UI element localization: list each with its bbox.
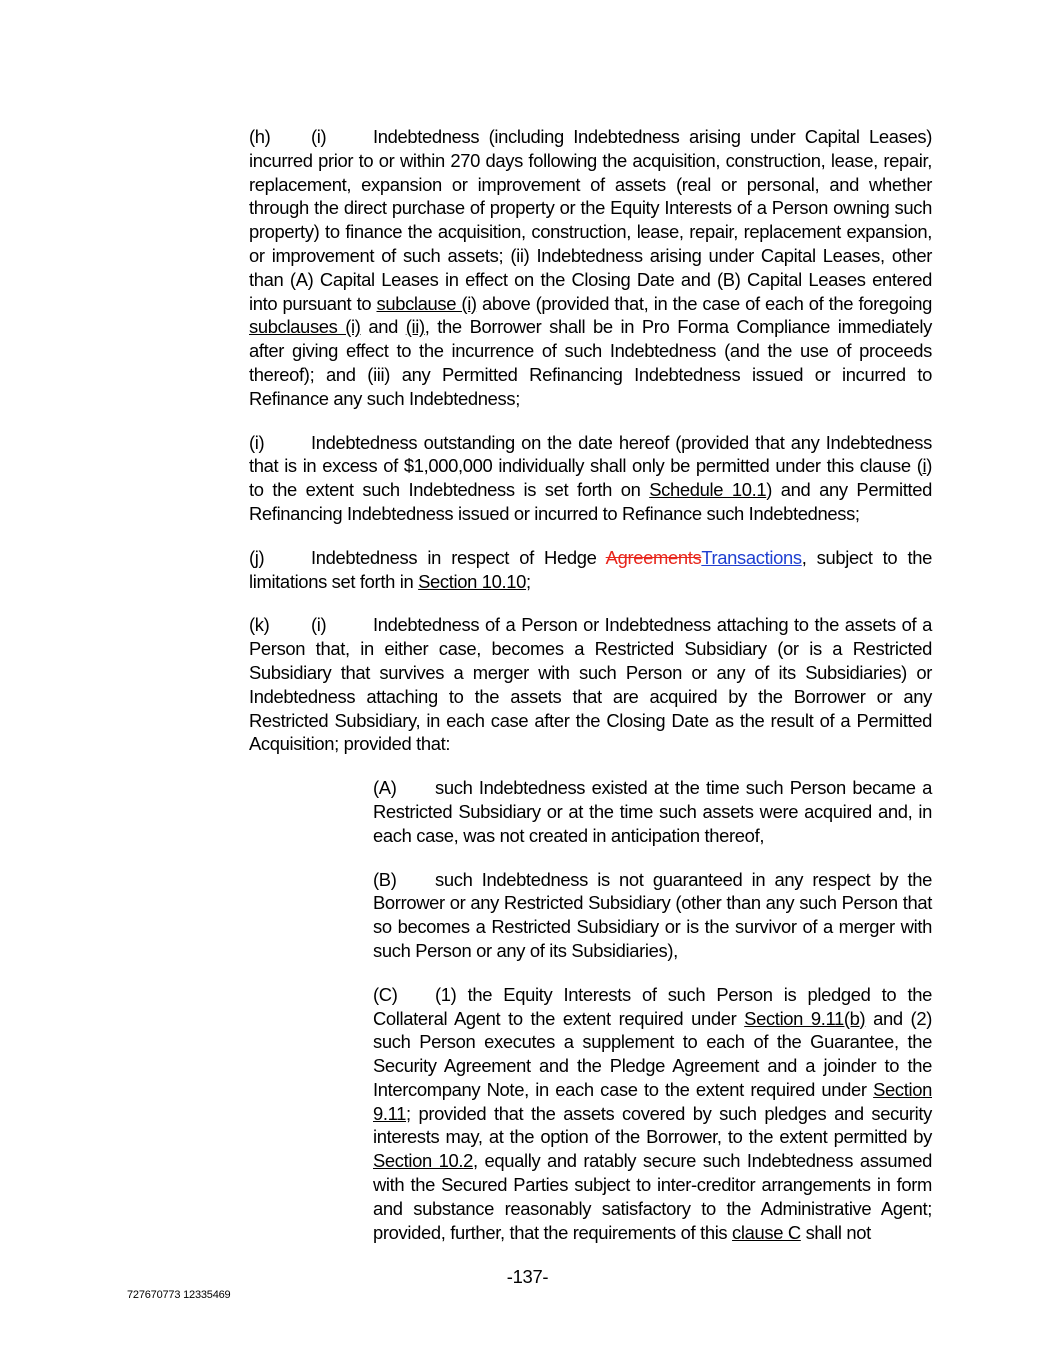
paragraph-A — [187, 776, 932, 847]
paragraph-h — [187, 125, 932, 411]
cross-reference-link[interactable]: Schedule 10.1 — [649, 479, 767, 501]
paragraph-C-text-3: ; provided that the assets covered by such pledges and security interests may, at the option of the Borrower, to the extent permitted by — [373, 1102, 932, 1148]
clause-label-h: (h) — [249, 126, 271, 147]
paragraph-i-text-3: ) and any Permitted Refinancing Indebtedness issued or incurred to Refinance such Indebtedness; — [249, 479, 932, 524]
cross-reference-link[interactable]: clause C — [732, 1221, 801, 1243]
paragraph-h-text-2: above (provided that, in the case of each of the foregoing — [476, 292, 932, 314]
paragraph-C-text-5: shall not — [800, 1221, 871, 1243]
paragraph-j — [187, 546, 932, 594]
paragraph-B — [187, 868, 932, 963]
paragraph-k-text: Indebtedness of a Person or Indebtedness attaching to the assets of a Person that, in either case, becomes a Restricted Subsidiary (or is a Restricted Subsidiary that survives a merger with such Person or any of its Subsidiaries) or Indebtedness attaching to the assets that are acquired by the Borrower or any Restricted Subsidiary, in each case after the Closing Date as the result of a Permitted Acquisition; provided that: — [249, 614, 932, 755]
paragraph-A-text: such Indebtedness existed at the time such Person became a Restricted Subsidiary or at the time such assets were acquired and, in each case, was not created in anticipation thereof, — [373, 777, 932, 846]
cross-reference-link[interactable]: i — [922, 455, 927, 477]
paragraph-j-text-3: ; — [526, 570, 531, 592]
cross-reference-link[interactable]: Section 9.11(b) — [744, 1007, 866, 1029]
paragraph-h-text-3: and — [360, 316, 406, 338]
paragraph-C-text-1: (1) the Equity Interests of such Person is pledged to the Collateral Agent to the extent required under — [373, 983, 932, 1029]
document-id: 727670773 12335469 — [127, 1289, 231, 1301]
document-body — [187, 125, 932, 1264]
paragraph-i-text-2: ) to the extent such Indebtedness is set forth on — [249, 455, 932, 501]
subclause-label-k-i: (i) — [311, 614, 327, 636]
cross-reference-link[interactable]: Section 10.2 — [373, 1150, 474, 1172]
cross-reference-link[interactable]: (ii) — [405, 316, 425, 338]
paragraph-j-text-1: Indebtedness in respect of Hedge — [311, 546, 606, 568]
clause-label-A: (A) — [373, 777, 397, 799]
paragraph-B-text: such Indebtedness is not guaranteed in any respect by the Borrower or any Restricted Subsidiary (other than any such Person that so becomes a Restricted Subsidiary or is the survivor of a merger with such Person or any of its Subsidiaries), — [373, 868, 932, 961]
paragraph-C — [187, 983, 932, 1245]
paragraph-h-text-4: , the Borrower shall be in Pro Forma Compliance immediately after giving effect to the incurrence of such Indebtedness (and the use of proceeds thereof); and (iii) any Permitted Refinancing Indebtedness issued or incurred to Refinance any such Indebtedness; — [249, 316, 932, 409]
inserted-text-redline[interactable]: Transactions — [701, 546, 802, 568]
cross-reference-link[interactable]: subclause (i) — [376, 292, 477, 314]
cross-reference-link[interactable]: Section 9.11 — [373, 1078, 932, 1124]
cross-reference-link[interactable]: Section 10.10 — [418, 570, 527, 592]
paragraph-h-text-1: Indebtedness (including Indebtedness arising under Capital Leases) incurred prior to or within 270 days following the acquisition, construction, lease, repair, replacement, expansion or improvement of assets (real or personal, and whether through the direct purchase of property or the Equity Interests of a Person owning such property) to finance the acquisition, construction, lease, repair, replacement expansion, or improvement of such assets; (ii) Indebtedness arising under Capital Leases, other than (A) Capital Leases in effect on the Closing Date and (B) Capital Leases entered into pursuant to — [249, 126, 932, 314]
subclause-label-h-i: (i) — [311, 126, 327, 147]
paragraph-C-text-2: and (2) such Person executes a supplement to each of the Guarantee, the Security Agreement and the Pledge Agreement and a joinder to the Intercompany Note, in each case to the extent required under — [373, 1007, 932, 1100]
paragraph-i — [187, 431, 932, 526]
clause-label-C: (C) — [373, 983, 398, 1005]
page-number: -137- — [506, 1266, 549, 1287]
cross-reference-link[interactable]: subclauses (i) — [249, 316, 361, 338]
deleted-text-redline: Agreements — [605, 546, 702, 568]
clause-label-i: (i) — [249, 431, 265, 453]
paragraph-k — [187, 613, 932, 756]
clause-label-j: (j) — [249, 546, 265, 568]
paragraph-j-text-2: , subject to the limitations set forth in — [249, 546, 932, 592]
clause-label-k: (k) — [249, 614, 270, 636]
paragraph-C-text-4: , equally and ratably secure such Indebtedness assumed with the Secured Parties subject to inter-creditor arrangements in form and substance reasonably satisfactory to the Administrative Agent; provided, further, that the requirements of this — [373, 1150, 932, 1243]
paragraph-i-text-1: Indebtedness outstanding on the date hereof (provided that any Indebtedness that is in excess of $1,000,000 individually shall only be permitted under this clause ( — [249, 431, 932, 477]
clause-label-B: (B) — [373, 868, 397, 890]
